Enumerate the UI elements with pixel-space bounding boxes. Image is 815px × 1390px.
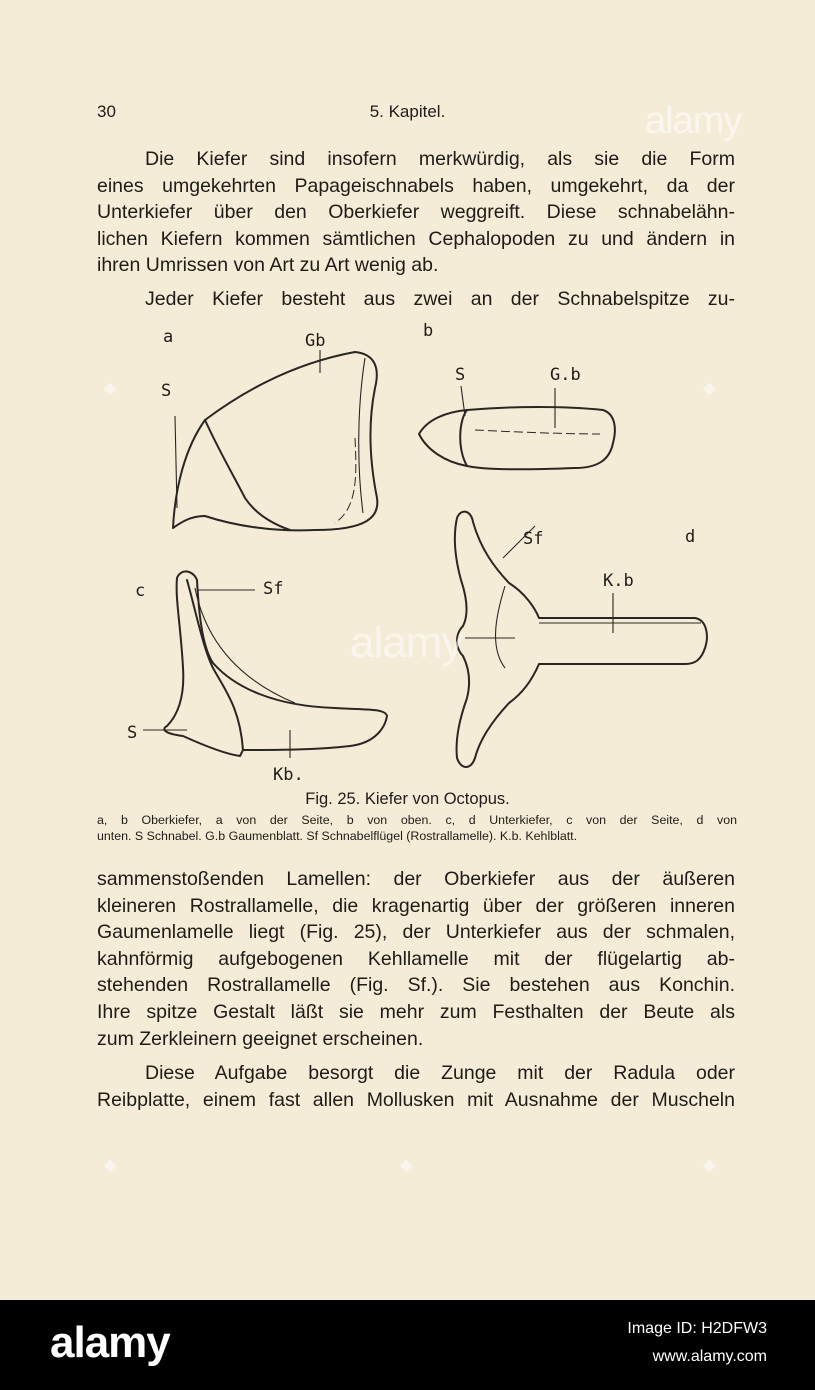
label-b-s: S: [455, 365, 466, 385]
text-line: Diese Aufgabe besorgt die Zunge mit der Radula oder: [145, 1062, 735, 1084]
running-head: 5. Kapitel.: [369, 102, 446, 121]
text-line: kahnförmig aufgebogenen Kehllamelle mit der flügelartig ab-: [97, 947, 735, 970]
paragraph-1: [97, 146, 735, 279]
text-line: sammenstoßenden Lamellen: der Oberkiefer aus der äußeren: [97, 868, 735, 890]
figure-caption: Fig. 25. Kiefer von Octopus.: [305, 790, 510, 808]
panel-label-c: c: [135, 581, 146, 601]
watermark-a-icon: ◆: [104, 378, 117, 397]
panel-a-upper-jaw-side: [161, 327, 377, 530]
label-c-s: S: [127, 723, 138, 743]
stock-footer-bar: [0, 1300, 815, 1390]
label-d-sf: Sf: [523, 529, 544, 549]
panel-label-d: d: [685, 527, 696, 547]
alamy-logo: alamy: [50, 1318, 170, 1367]
panel-label-b: b: [423, 321, 434, 341]
text-line: Jeder Kiefer besteht aus zwei an der Schnabelspitze zu-: [145, 288, 735, 310]
label-a-gb: Gb: [305, 331, 326, 351]
figure-octopus-jaws: [95, 318, 720, 788]
text-line: lichen Kiefern kommen sämtlichen Cephalopoden zu und ändern in: [97, 227, 735, 250]
watermark-top: alamy: [645, 100, 742, 142]
watermark-a-icon: ◆: [104, 1155, 117, 1174]
text-line: Unterkiefer über den Oberkiefer weggreift. Diese schnabelähn-: [97, 201, 735, 224]
panel-c-lower-jaw-side: [127, 571, 387, 785]
site-url-text: www.alamy.com: [652, 1348, 767, 1365]
label-b-gb: G.b: [550, 365, 581, 385]
watermark-a-icon: ◆: [703, 378, 716, 397]
legend-line: unten. S Schnabel. G.b Gaumenblatt. Sf Schnabelflügel (Rostrallamelle). K.b. Kehlblatt.: [97, 829, 578, 843]
text-line: eines umgekehrten Papageischnabels haben, umgekehrt, da der: [97, 174, 735, 197]
panel-d-lower-jaw-bottom: [455, 512, 707, 767]
figure-legend: [97, 812, 737, 844]
legend-line: a, b Oberkiefer, a von der Seite, b von oben. c, d Unterkiefer, c von der Seite, d von: [97, 813, 737, 827]
paragraph-3: [97, 866, 735, 1052]
text-line: Die Kiefer sind insofern merkwürdig, als sie die Form: [145, 148, 735, 170]
panel-label-a: a: [163, 327, 174, 347]
text-line: Ihre spitze Gestalt läßt sie mehr zum Festhalten der Beute als: [97, 1000, 735, 1023]
watermark-a-icon: ◆: [400, 1155, 413, 1174]
label-c-kb: Kb.: [273, 765, 304, 785]
label-a-s: S: [161, 381, 172, 401]
image-id-text: Image ID: H2DFW3: [627, 1320, 767, 1337]
text-line: ihren Umrissen von Art zu Art wenig ab.: [97, 254, 439, 277]
label-d-kb: K.b: [603, 571, 634, 591]
panel-b-upper-jaw-top: [419, 321, 615, 469]
text-line: zum Zerkleinern geeignet erscheinen.: [97, 1027, 424, 1050]
paragraph-4: [97, 1060, 735, 1113]
label-c-sf: Sf: [263, 579, 284, 599]
watermark-a-icon: ◆: [703, 1155, 716, 1174]
paragraph-2: [97, 286, 735, 313]
watermark-center: alamy: [350, 618, 463, 667]
text-line: Reibplatte, einem fast allen Mollusken mit Ausnahme der Muscheln: [97, 1088, 735, 1111]
text-line: kleineren Rostrallamelle, die kragenartig über der größeren inneren: [97, 894, 735, 917]
text-line: stehenden Rostrallamelle (Fig. Sf.). Sie bestehen aus Konchin.: [97, 974, 735, 997]
page-number: 30: [97, 102, 116, 121]
text-line: Gaumenlamelle liegt (Fig. 25), der Unterkiefer aus der schmalen,: [97, 921, 735, 944]
